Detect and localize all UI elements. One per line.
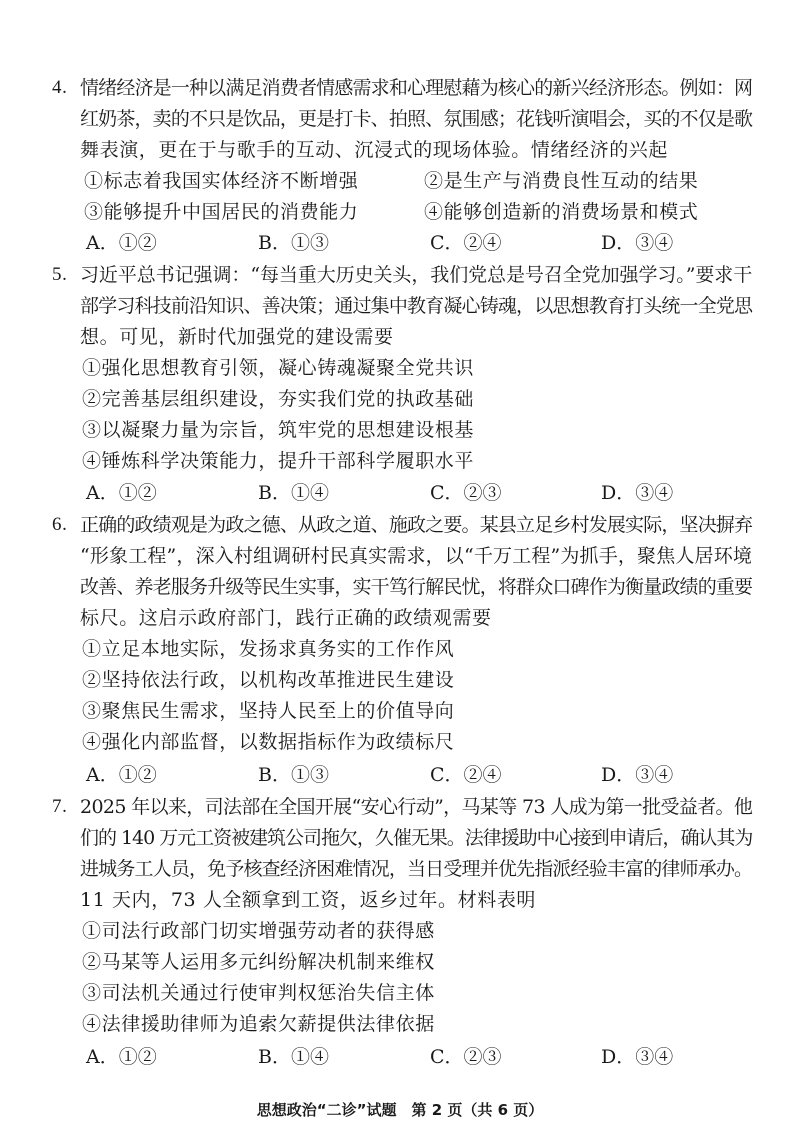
- question-stem-line: 标尺。这启示政府部门，践行正确的政绩观需要: [80, 607, 492, 629]
- question-number: 7.: [52, 796, 68, 817]
- statement-1: ①司法行政部门切实增强劳动者的获得感: [82, 920, 435, 942]
- question-number: 5.: [52, 264, 68, 285]
- question-stem-line: 习近平总书记强调：“每当重大历史关头，我们党总是号召全党加强学习。”要求干: [80, 264, 753, 286]
- question-stem-line: 们的 140 万元工资被建筑公司拖欠，久催无果。法律援助中心接到申请后，确认其为: [80, 827, 753, 849]
- choice-b[interactable]: B．①③: [258, 764, 329, 786]
- question-number: 4.: [52, 77, 68, 98]
- question-number: 6.: [52, 514, 68, 535]
- statement-3: ③司法机关通过行使审判权惩治失信主体: [82, 982, 435, 1004]
- question-stem-line: 红奶茶，卖的不只是饮品，更是打卡、拍照、氛围感；花钱听演唱会，买的不仅是歌: [80, 108, 753, 130]
- statement-3: ③聚焦民生需求，坚持人民至上的价值导向: [82, 700, 455, 722]
- statement-4: ④强化内部监督，以数据指标作为政绩标尺: [82, 731, 455, 753]
- statement-1: ①标志着我国实体经济不断增强: [84, 170, 359, 192]
- statement-2: ②是生产与消费良性互动的结果: [424, 170, 699, 192]
- statement-1: ①立足本地实际，发扬求真务实的工作作风: [82, 638, 455, 660]
- statement-1: ①强化思想教育引领，凝心铸魂凝聚全党共识: [82, 357, 475, 379]
- choice-b[interactable]: B．①④: [258, 1046, 329, 1068]
- question-stem-line: 正确的政绩观是为政之德、从政之道、施政之要。某县立足乡村发展实际，坚决摒弃: [80, 514, 753, 536]
- choice-d[interactable]: D．③④: [601, 1046, 674, 1068]
- question-stem-line: 想。可见，新时代加强党的建设需要: [80, 326, 394, 348]
- choice-d[interactable]: D．③④: [601, 232, 674, 254]
- choice-a[interactable]: A．①②: [86, 1046, 157, 1068]
- statement-4: ④锤炼科学决策能力，提升干部科学履职水平: [82, 450, 475, 472]
- statement-2: ②马某等人运用多元纠纷解决机制来维权: [82, 951, 435, 973]
- statement-4: ④法律援助律师为追索欠薪提供法律依据: [82, 1013, 435, 1035]
- choice-c[interactable]: C．②④: [430, 232, 502, 254]
- statement-4: ④能够创造新的消费场景和模式: [424, 201, 699, 223]
- choice-c[interactable]: C．②③: [430, 482, 502, 504]
- statement-2: ②完善基层组织建设，夯实我们党的执政基础: [82, 388, 475, 410]
- choice-c[interactable]: C．②③: [430, 1046, 502, 1068]
- choice-a[interactable]: A．①②: [86, 764, 157, 786]
- question-stem-line: 11 天内，73 人全额拿到工资，返乡过年。材料表明: [80, 889, 537, 911]
- choice-b[interactable]: B．①③: [258, 232, 329, 254]
- question-stem-line: 2025 年以来，司法部在全国开展“安心行动”，马某等 73 人成为第一批受益者。他: [80, 796, 753, 818]
- choice-b[interactable]: B．①④: [258, 482, 329, 504]
- choice-d[interactable]: D．③④: [601, 764, 674, 786]
- question-stem-line: 部学习科技前沿知识、善决策；通过集中教育凝心铸魂，以思想教育打头统一全党思: [80, 295, 753, 317]
- statement-2: ②坚持依法行政，以机构改革推进民生建设: [82, 669, 455, 691]
- choice-a[interactable]: A．①②: [86, 482, 157, 504]
- choice-a[interactable]: A．①②: [86, 232, 157, 254]
- question-stem-line: 情绪经济是一种以满足消费者情感需求和心理慰藉为核心的新兴经济形态。例如：网: [80, 77, 753, 99]
- page-footer: 思想政治“二诊”试题 第 2 页（共 6 页）: [256, 1101, 544, 1119]
- question-stem-line: 改善、养老服务升级等民生实事，实干笃行解民忧，将群众口碑作为衡量政绩的重要: [80, 576, 753, 598]
- question-stem-line: “形象工程”，深入村组调研村民真实需求，以“千万工程”为抓手，聚焦人居环境: [80, 545, 753, 567]
- statement-3: ③能够提升中国居民的消费能力: [84, 201, 359, 223]
- question-stem-line: 舞表演，更在于与歌手的互动、沉浸式的现场体验。情绪经济的兴起: [80, 139, 669, 161]
- question-stem-line: 进城务工人员，免予核查经济困难情况，当日受理并优先指派经验丰富的律师承办。: [80, 858, 753, 880]
- choice-c[interactable]: C．②④: [430, 764, 502, 786]
- choice-d[interactable]: D．③④: [601, 482, 674, 504]
- statement-3: ③以凝聚力量为宗旨，筑牢党的思想建设根基: [82, 419, 475, 441]
